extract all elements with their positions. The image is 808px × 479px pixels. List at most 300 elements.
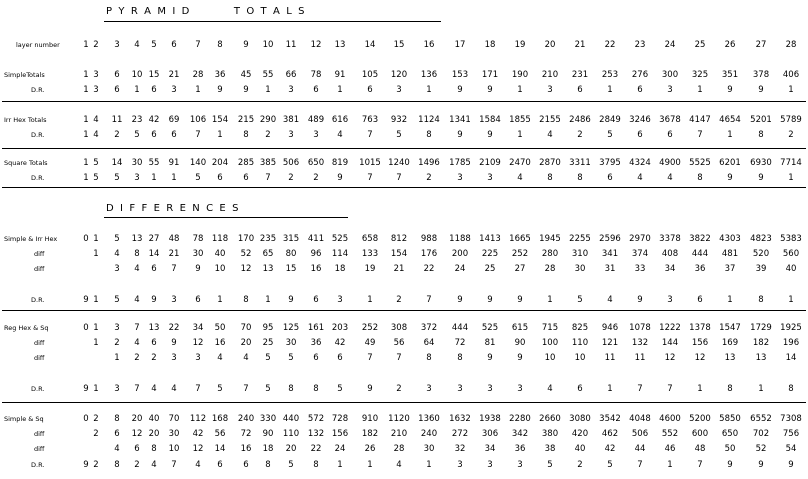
table-cell: 132 [307,429,325,439]
table-cell: 1 [758,384,764,394]
table-cell: 420 [571,429,589,439]
table-cell: 5 [114,295,120,305]
table-cell: 1729 [750,323,772,333]
table-cell: 2 [134,353,140,363]
table-cell: 112 [189,414,207,424]
table-cell: 4654 [719,115,741,125]
table-cell: 38 [544,444,556,454]
table-cell: 988 [420,234,438,244]
table-cell: 1 [83,40,89,50]
table-cell: 7 [667,384,673,394]
table-cell: 9 [727,460,733,470]
table-cell: 154 [390,249,408,259]
table-cell: 1222 [659,323,681,333]
table-cell: 22 [604,40,616,50]
table-cell: 378 [752,70,770,80]
table-cell: 37 [724,264,736,274]
table-cell: 20 [544,40,556,50]
table-cell: 5 [607,130,613,140]
table-cell: 9 [195,264,201,274]
table-cell: 1413 [479,234,501,244]
table-cell: 6 [313,353,319,363]
table-cell: 7 [367,353,373,363]
table-cell: 8 [758,130,764,140]
table-cell: 7308 [780,414,802,424]
table-cell: 100 [541,338,559,348]
table-cell: 4 [134,264,140,274]
table-cell: 6 [607,173,613,183]
table-cell: 9 [727,173,733,183]
table-cell: 27 [514,264,526,274]
table-cell: 8 [426,130,432,140]
table-cell: 8 [134,249,140,259]
table-cell: 40 [574,444,586,454]
row-label: SimpleTotals [4,71,45,79]
table-cell: 9 [217,85,223,95]
table-cell: 20 [240,338,252,348]
row-label: diff [34,445,45,453]
table-cell: 21 [168,70,180,80]
table-cell: 325 [691,70,709,80]
table-cell: 50 [724,444,736,454]
table-cell: 80 [285,249,297,259]
table-cell: 36 [694,264,706,274]
differences-underline [104,217,348,218]
table-cell: 3 [195,353,201,363]
table-cell: 144 [661,338,679,348]
table-cell: 1 [517,85,523,95]
row-label: D.R. [31,131,45,139]
table-cell: 12 [310,40,322,50]
table-cell: 2660 [539,414,561,424]
table-cell: 231 [571,70,589,80]
table-cell: 3678 [659,115,681,125]
table-cell: 9 [83,295,89,305]
table-cell: 6 [151,264,157,274]
table-cell: 1 [607,85,613,95]
table-cell: 30 [285,338,297,348]
table-cell: 240 [237,414,255,424]
table-cell: 106 [189,115,207,125]
table-cell: 946 [601,323,619,333]
table-cell: 3 [114,384,120,394]
table-cell: 5383 [780,234,802,244]
table-cell: 33 [634,264,646,274]
table-cell: 2970 [629,234,651,244]
table-cell: 154 [211,115,229,125]
table-cell: 78 [192,234,204,244]
table-cell: 1496 [418,158,440,168]
table-cell: 3080 [569,414,591,424]
table-cell: 31 [604,264,616,274]
table-cell: 3 [313,130,319,140]
table-cell: 1 [93,384,99,394]
table-cell: 3 [114,264,120,274]
table-cell: 225 [481,249,499,259]
table-cell: 1 [667,460,673,470]
table-cell: 24 [334,444,346,454]
table-cell: 12 [192,444,204,454]
table-cell: 4 [114,249,120,259]
table-cell: 3 [114,40,120,50]
table-cell: 1 [83,70,89,80]
table-cell: 1 [217,130,223,140]
table-cell: 4 [243,353,249,363]
table-cell: 5 [134,130,140,140]
table-cell: 20 [285,444,297,454]
table-cell: 91 [334,70,346,80]
table-cell: 2 [151,353,157,363]
table-cell: 520 [752,249,770,259]
table-cell: 6201 [719,158,741,168]
row-label: Reg Hex & Sq [4,324,49,332]
table-cell: 1 [93,338,99,348]
table-cell: 91 [168,158,180,168]
table-cell: 30 [168,429,180,439]
table-cell: 2 [396,384,402,394]
separator-line [2,148,806,149]
table-cell: 10 [544,353,556,363]
table-cell: 24 [454,264,466,274]
table-cell: 110 [282,429,300,439]
row-label: diff [34,354,45,362]
table-cell: 9 [727,85,733,95]
table-cell: 2 [93,429,99,439]
table-cell: 280 [541,249,559,259]
table-cell: 1 [727,130,733,140]
table-cell: 7 [171,264,177,274]
table-cell: 5 [265,384,271,394]
table-cell: 252 [361,323,379,333]
table-cell: 9 [457,130,463,140]
table-cell: 11 [285,40,297,50]
table-cell: 16 [214,338,226,348]
table-cell: 21 [168,249,180,259]
table-cell: 6 [134,444,140,454]
table-cell: 15 [393,40,405,50]
table-cell: 9 [83,384,89,394]
table-cell: 25 [262,338,274,348]
table-cell: 1378 [689,323,711,333]
table-cell: 552 [661,429,679,439]
table-cell: 6 [313,295,319,305]
table-cell: 1 [93,249,99,259]
table-cell: 3 [547,85,553,95]
table-cell: 3 [134,173,140,183]
table-cell: 54 [785,444,797,454]
table-cell: 7 [243,384,249,394]
table-cell: 4147 [689,115,711,125]
table-cell: 132 [631,338,649,348]
table-cell: 506 [282,158,300,168]
table-cell: 125 [282,323,300,333]
table-cell: 70 [240,323,252,333]
table-cell: 6 [697,295,703,305]
table-cell: 12 [131,429,143,439]
table-cell: 26 [364,444,376,454]
table-cell: 1078 [629,323,651,333]
table-cell: 110 [571,338,589,348]
table-cell: 8 [243,130,249,140]
table-cell: 5 [577,295,583,305]
table-cell: 10 [574,353,586,363]
table-cell: 12 [240,264,252,274]
table-cell: 4 [134,40,140,50]
table-cell: 7 [134,323,140,333]
table-cell: 2 [114,338,120,348]
table-cell: 3 [517,384,523,394]
row-label: D.R. [31,296,45,304]
table-cell: 9 [487,130,493,140]
table-cell: 2 [288,173,294,183]
table-cell: 3378 [659,234,681,244]
table-cell: 5 [114,234,120,244]
table-cell: 5200 [689,414,711,424]
table-cell: 560 [782,249,800,259]
table-cell: 28 [544,264,556,274]
table-cell: 440 [282,414,300,424]
table-cell: 3 [288,85,294,95]
table-cell: 825 [571,323,589,333]
table-cell: 7 [367,173,373,183]
table-cell: 406 [782,70,800,80]
table-cell: 4 [134,295,140,305]
table-cell: 3 [171,295,177,305]
table-cell: 18 [262,444,274,454]
table-cell: 6 [195,295,201,305]
table-cell: 118 [211,234,229,244]
table-cell: 235 [259,234,277,244]
table-cell: 310 [571,249,589,259]
table-cell: 28 [785,40,797,50]
table-cell: 40 [214,249,226,259]
table-cell: 34 [664,264,676,274]
table-cell: 2596 [599,234,621,244]
table-cell: 9 [337,173,343,183]
table-cell: 90 [514,338,526,348]
table-cell: 64 [423,338,435,348]
row-label: layer number [16,41,60,49]
table-cell: 171 [481,70,499,80]
table-cell: 204 [211,158,229,168]
table-cell: 6552 [750,414,772,424]
table-cell: 45 [240,70,252,80]
table-cell: 819 [331,158,349,168]
table-cell: 3 [337,295,343,305]
table-cell: 763 [361,115,379,125]
table-cell: 6 [171,40,177,50]
table-cell: 1 [83,173,89,183]
table-cell: 9 [758,173,764,183]
table-cell: 16 [423,40,435,50]
table-cell: 4 [517,173,523,183]
table-cell: 9 [151,295,157,305]
table-cell: 7 [396,353,402,363]
table-cell: 4 [151,460,157,470]
table-cell: 153 [451,70,469,80]
table-cell: 3 [517,460,523,470]
table-cell: 728 [331,414,349,424]
table-cell: 6 [114,429,120,439]
table-cell: 156 [331,429,349,439]
row-label: diff [34,265,45,273]
table-cell: 4 [337,130,343,140]
table-cell: 1 [337,85,343,95]
table-cell: 411 [307,234,325,244]
table-cell: 615 [511,323,529,333]
table-cell: 330 [259,414,277,424]
table-cell: 1015 [359,158,381,168]
table-cell: 6 [217,173,223,183]
table-cell: 182 [752,338,770,348]
table-cell: 444 [451,323,469,333]
table-cell: 4 [607,295,613,305]
table-cell: 6 [217,460,223,470]
table-cell: 156 [691,338,709,348]
table-cell: 4324 [629,158,651,168]
table-cell: 5525 [689,158,711,168]
row-label: diff [34,250,45,258]
table-cell: 4 [547,384,553,394]
table-cell: 380 [541,429,559,439]
table-cell: 4 [171,384,177,394]
table-cell: 18 [484,40,496,50]
table-cell: 4900 [659,158,681,168]
table-cell: 3246 [629,115,651,125]
table-cell: 11 [604,353,616,363]
table-cell: 2155 [539,115,561,125]
table-cell: 30 [574,264,586,274]
table-cell: 176 [420,249,438,259]
table-cell: 22 [168,323,180,333]
table-cell: 23 [131,115,143,125]
table-cell: 7 [697,130,703,140]
table-cell: 13 [131,234,143,244]
table-cell: 4 [134,338,140,348]
table-cell: 1855 [509,115,531,125]
table-cell: 525 [331,234,349,244]
table-cell: 6 [114,70,120,80]
table-cell: 1 [367,295,373,305]
table-cell: 9 [457,85,463,95]
table-cell: 81 [484,338,496,348]
row-label: Irr Hex Totals [4,116,47,124]
table-cell: 1 [607,384,613,394]
table-cell: 1 [426,460,432,470]
table-cell: 3 [487,460,493,470]
table-cell: 3 [114,323,120,333]
table-cell: 0 [83,323,89,333]
table-cell: 3 [171,85,177,95]
table-cell: 2109 [479,158,501,168]
table-cell: 9 [758,85,764,95]
table-cell: 19 [364,264,376,274]
table-cell: 1 [426,85,432,95]
table-cell: 525 [481,323,499,333]
table-cell: 8 [313,384,319,394]
table-cell: 6 [171,130,177,140]
table-cell: 3 [457,460,463,470]
table-cell: 52 [240,249,252,259]
table-cell: 210 [390,429,408,439]
table-cell: 8 [114,460,120,470]
table-cell: 42 [148,115,160,125]
table-cell: 272 [451,429,469,439]
table-cell: 210 [541,70,559,80]
table-cell: 408 [661,249,679,259]
table-cell: 120 [390,70,408,80]
table-cell: 13 [262,264,274,274]
table-cell: 9 [487,353,493,363]
table-cell: 2849 [599,115,621,125]
table-cell: 4 [637,173,643,183]
table-cell: 1 [547,295,553,305]
table-cell: 3 [667,85,673,95]
table-cell: 1 [337,460,343,470]
table-cell: 136 [420,70,438,80]
table-cell: 11 [634,353,646,363]
table-cell: 8 [217,40,223,50]
table-cell: 7 [697,460,703,470]
table-cell: 1360 [418,414,440,424]
table-cell: 4048 [629,414,651,424]
table-cell: 1 [151,173,157,183]
table-cell: 315 [282,234,300,244]
table-cell: 2 [93,414,99,424]
table-cell: 4 [547,130,553,140]
table-cell: 49 [364,338,376,348]
table-cell: 342 [511,429,529,439]
table-cell: 36 [214,70,226,80]
table-cell: 4 [93,130,99,140]
table-cell: 140 [189,158,207,168]
table-cell: 10 [168,444,180,454]
table-cell: 7 [265,173,271,183]
table-cell: 381 [282,115,300,125]
table-cell: 200 [451,249,469,259]
table-cell: 7714 [780,158,802,168]
row-label: D.R. [31,385,45,393]
table-cell: 1 [517,130,523,140]
table-cell: 20 [148,429,160,439]
table-cell: 4823 [750,234,772,244]
table-cell: 6 [151,130,157,140]
table-cell: 0 [83,234,89,244]
table-cell: 17 [454,40,466,50]
table-cell: 8 [265,460,271,470]
table-cell: 5 [288,460,294,470]
table-cell: 14 [214,444,226,454]
table-cell: 1925 [780,323,802,333]
table-cell: 7 [637,384,643,394]
table-cell: 240 [420,429,438,439]
table-cell: 1 [171,173,177,183]
table-cell: 8 [114,414,120,424]
table-cell: 30 [192,249,204,259]
table-cell: 9 [637,295,643,305]
table-cell: 24 [664,40,676,50]
row-label: D.R. [31,461,45,469]
table-cell: 182 [361,429,379,439]
table-cell: 3311 [569,158,591,168]
table-cell: 2255 [569,234,591,244]
table-cell: 481 [721,249,739,259]
table-cell: 285 [237,158,255,168]
table-cell: 169 [721,338,739,348]
table-cell: 114 [331,249,349,259]
table-cell: 28 [192,70,204,80]
table-cell: 5 [337,384,343,394]
